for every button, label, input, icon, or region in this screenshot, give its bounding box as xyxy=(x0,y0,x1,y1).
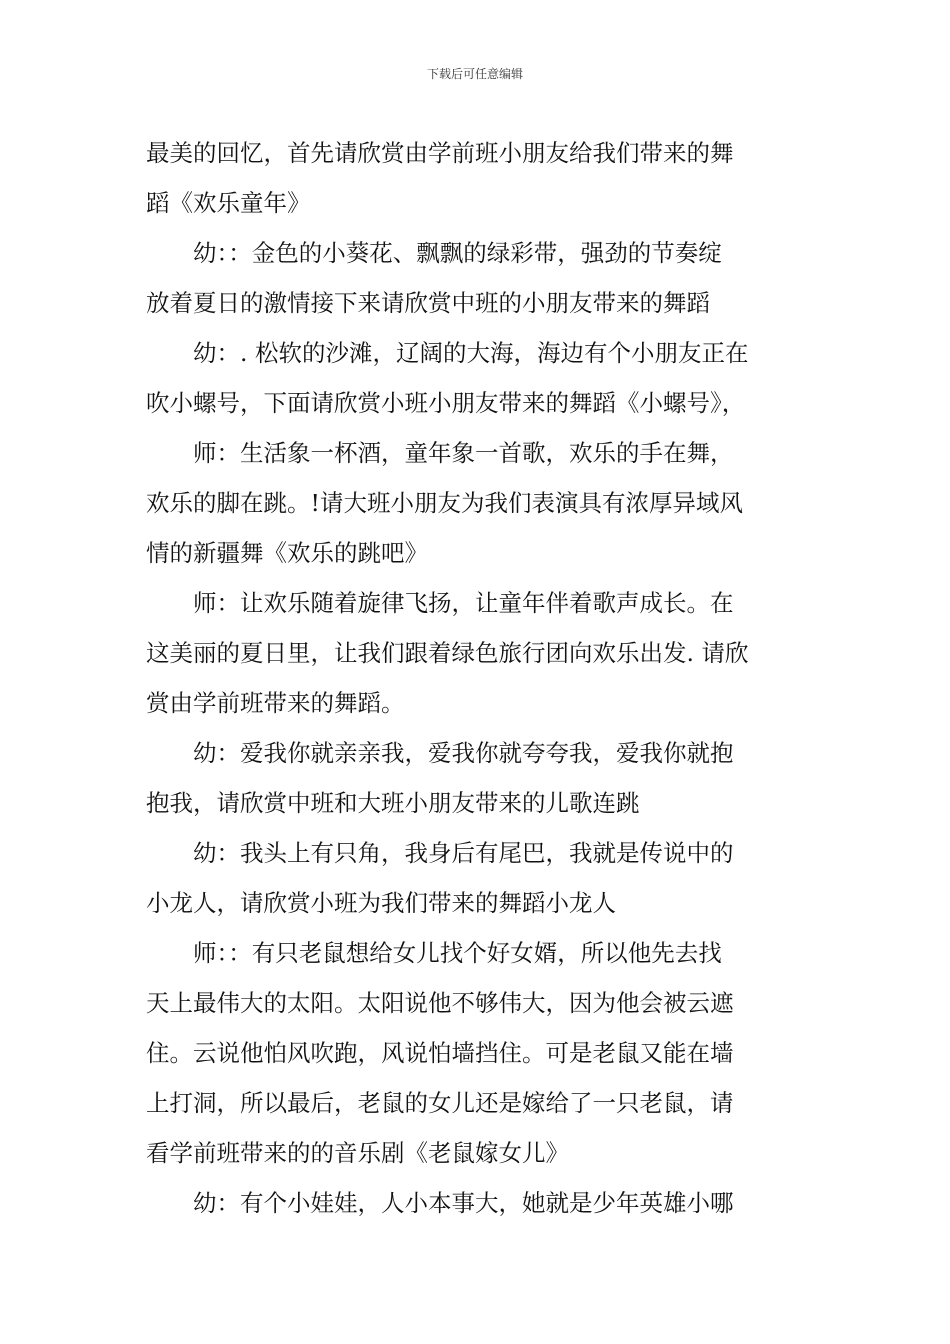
text-line: 幼：. 松软的沙滩，辽阔的大海，海边有个小朋友正在 xyxy=(193,339,749,367)
paragraph xyxy=(146,828,811,928)
text-line: 幼：有个小娃娃，人小本事大，她就是少年英雄小哪 xyxy=(193,1189,734,1217)
text-line: 上打洞，所以最后，老鼠的女儿还是嫁给了一只老鼠，请 xyxy=(146,1089,734,1117)
paragraph xyxy=(146,328,811,428)
text-line: 小龙人，请欣赏小班为我们带来的舞蹈小龙人 xyxy=(146,889,616,917)
text-line: 这美丽的夏日里，让我们跟着绿色旅行团向欢乐出发. 请欣 xyxy=(146,639,749,667)
page-header: 下载后可任意编辑 xyxy=(426,67,523,81)
text-line: 赏由学前班带来的舞蹈。 xyxy=(146,689,405,717)
text-line: 师：生活象一杯酒，童年象一首歌，欢乐的手在舞， xyxy=(193,439,734,467)
paragraph xyxy=(146,928,811,1178)
text-line: 情的新疆舞《欢乐的跳吧》 xyxy=(146,539,428,567)
paragraph xyxy=(146,128,811,228)
paragraph xyxy=(146,1178,811,1228)
text-line: 师：：有只老鼠想给女儿找个好女婿，所以他先去找 xyxy=(193,939,722,967)
text-line: 蹈《欢乐童年》 xyxy=(146,189,311,217)
paragraph xyxy=(146,228,811,328)
paragraph xyxy=(146,578,811,728)
text-line: 吹小螺号，下面请欣赏小班小朋友带来的舞蹈《小螺号》， xyxy=(146,389,746,417)
text-line: 幼：爱我你就亲亲我，爱我你就夸夸我，爱我你就抱 xyxy=(193,739,734,767)
text-line: 幼：我头上有只角，我身后有尾巴，我就是传说中的 xyxy=(193,839,734,867)
document-body xyxy=(146,128,811,1228)
text-line: 看学前班带来的的音乐剧《老鼠嫁女儿》 xyxy=(146,1139,569,1167)
text-line: 最美的回忆，首先请欣赏由学前班小朋友给我们带来的舞 xyxy=(146,139,734,167)
paragraph xyxy=(146,728,811,828)
text-line: 放着夏日的激情接下来请欣赏中班的小朋友带来的舞蹈 xyxy=(146,289,710,317)
paragraph xyxy=(146,428,811,578)
text-line: 幼：：金色的小葵花、飘飘的绿彩带，强劲的节奏绽 xyxy=(193,239,722,267)
text-line: 天上最伟大的太阳。太阳说他不够伟大，因为他会被云遮 xyxy=(146,989,734,1017)
text-line: 欢乐的脚在跳。!请大班小朋友为我们表演具有浓厚异域风 xyxy=(146,489,743,517)
text-line: 师：让欢乐随着旋律飞扬，让童年伴着歌声成长。在 xyxy=(193,589,734,617)
text-line: 抱我，请欣赏中班和大班小朋友带来的儿歌连跳 xyxy=(146,789,640,817)
text-line: 住。云说他怕风吹跑，风说怕墙挡住。可是老鼠又能在墙 xyxy=(146,1039,734,1067)
